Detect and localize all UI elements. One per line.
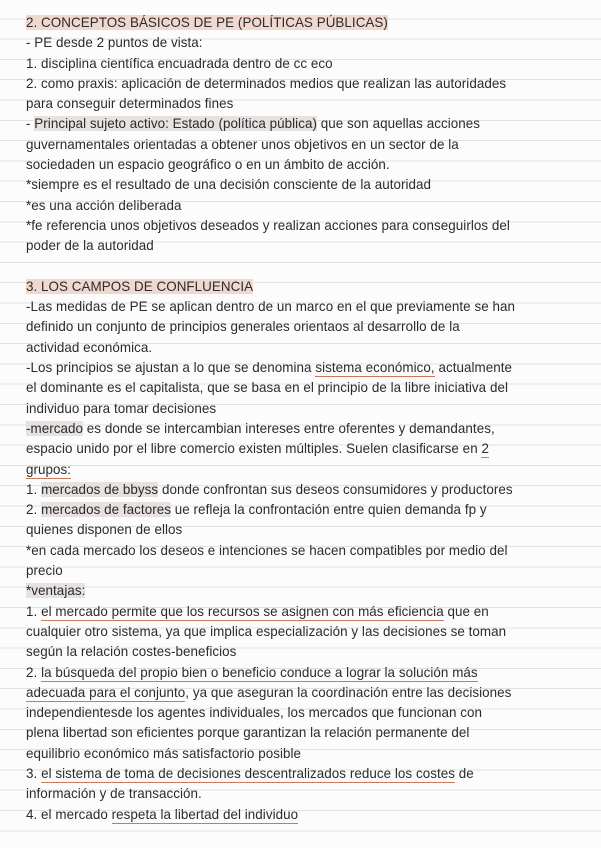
text-line: -Los principios se ajustan a lo que se denomina sistema económico, actualmente [26,360,513,376]
text-line: para conseguir determinados fines [26,96,234,112]
underline: 2 [481,441,489,457]
text-line: *es una acción deliberada [26,197,182,213]
underline: respeta la libertad del individuo [111,806,299,822]
highlight: mercados de bbyss [41,481,159,497]
text-line: definido un conjunto de principios generales orientaos al desarrollo de la [26,319,460,335]
underline: el sistema de toma de decisiones descentralizados reduce los costes [41,765,456,781]
text-line: adecuada para el conjunto, ya que aseguran la coordinación entre las decisiones [26,684,512,700]
highlight: mercados de factores [41,502,171,518]
highlight: Principal sujeto activo: Estado (política pública) [34,116,317,132]
text-line [26,581,601,601]
section-2-title: 2. CONCEPTOS BÁSICOS DE PE (POLÍTICAS PÚBLICAS) [26,15,388,30]
text-line: el dominante es el capitalista, que se basa en el principio de la libre iniciativa del [26,380,508,396]
text-line: quienes disponen de ellos [26,522,183,538]
text-line: *siempre es el resultado de una decisión consciente de la autoridad [26,177,432,193]
text-line: cualquier otro sistema, ya que implica especialización y las decisiones se toman [26,623,507,639]
blank-line [26,257,601,277]
text-line: 2. mercados de factores ue refleja la confrontación entre quien demanda fp y [26,502,487,518]
text-line: 4. el mercado respeta la libertad del individuo [26,806,299,822]
text-line: -Las medidas de PE se aplican dentro de un marco en el que previamente se han [26,299,516,315]
highlight: -mercado [26,420,84,436]
notes-content [26,13,601,825]
underline: sistema económico, [315,360,435,376]
text-line: individuo para tomar decisiones [26,400,217,416]
underline: grupos: [26,461,72,477]
underline: la búsqueda del propio bien o beneficio conduce a lograr la solución más [41,664,478,680]
text-line: actividad económica. [26,339,153,355]
text-line: - PE desde 2 puntos de vista: [26,35,203,51]
text-line: 1. el mercado permite que los recursos se asignen con más eficiencia que en [26,603,489,619]
text-line: espacio unido por el libre comercio existen múltiples. Suelen clasificarse en 2 [26,441,489,457]
text-line: *en cada mercado los deseos e intenciones se hacen compatibles por medio del [26,542,508,558]
text-line: 2. como praxis: aplicación de determinados medios que realizan las autoridades [26,75,507,91]
text-line: 2. la búsqueda del propio bien o beneficio conduce a lograr la solución más [26,664,478,680]
text-line: - Principal sujeto activo: Estado (política pública) que son aquellas acciones [26,116,481,132]
text-line: equilibrio económico más satisfactorio posible [26,745,302,761]
text-line: según la relación costes-beneficios [26,644,237,660]
text-line [26,460,601,480]
highlight: *ventajas: [26,583,86,599]
text-line: plena libertad son eficientes porque garantizan la relación permanente del [26,725,470,741]
text-line: -mercado es donde se intercambian intereses entre oferentes y demandantes, [26,420,495,436]
text-line: *fe referencia unos objetivos deseados y realizan acciones para conseguirlos del [26,217,510,233]
text-line: sociedaden un espacio geográfico o en un ámbito de acción. [26,157,390,173]
text-line: poder de la autoridad [26,238,154,254]
section-3-title: 3. LOS CAMPOS DE CONFLUENCIA [26,278,254,294]
text-line: 3. el sistema de toma de decisiones descentralizados reduce los costes de [26,765,474,781]
text-line: 1. mercados de bbyss donde confrontan sus deseos consumidores y productores [26,481,513,497]
text-line: 1. disciplina científica encuadrada dentro de cc eco [26,55,333,71]
text-line: información y de transacción. [26,786,202,802]
text-line: independientesde los agentes individuales, los mercados que funcionan con [26,705,483,721]
underline: el mercado permite que los recursos se asignen con más eficiencia [41,603,444,619]
text-line: guvernamentales orientadas a obtener unos objetivos en un sector de la [26,136,459,152]
underline: adecuada para el conjunto [26,684,186,700]
text-line: precio [26,563,63,579]
